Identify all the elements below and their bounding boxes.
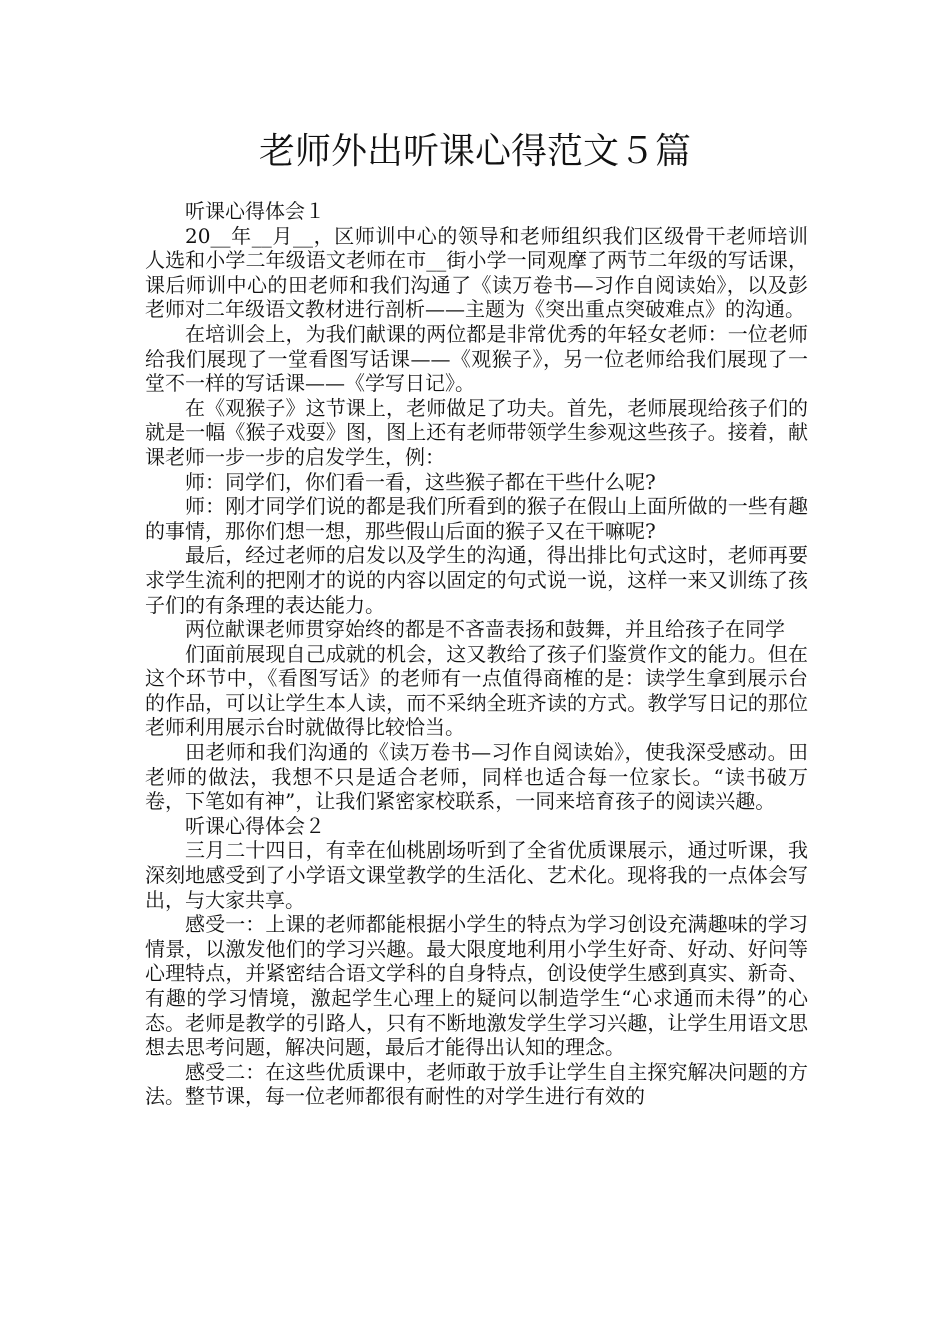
paragraph: 两位献课老师贯穿始终的都是不吝啬表扬和鼓舞，并且给孩子在同学 [185, 617, 785, 642]
paragraph: 田老师和我们沟通的《读万卷书—习作自阅读始》，使我深受感动。田老师的做法，我想不只是适合老师，同样也适合每一位家长。“读书破万卷，下笔如有神”，让我们紧密家校联系，一同来培育孩子的阅读兴趣。 [145, 740, 808, 814]
document-title: 老师外出听课心得范文５篇 [258, 131, 691, 172]
paragraph: 们面前展现自己成就的机会，这又教给了孩子们鉴赏作文的能力。但在这个环节中，《看图写话》的老师有一点值得商榷的是：读学生拿到展示台的作品，可以让学生本人读，而不采纳全班齐读的方式。教学写日记的那位老师利用展示台时就做得比较恰当。 [145, 641, 808, 740]
paragraph: 听课心得体会２ [185, 813, 325, 838]
paragraph: 最后，经过老师的启发以及学生的沟通，得出排比句式这时，老师再要求学生流利的把刚才的说的内容以固定的句式说一说，这样一来又训练了孩子们的有条理的表达能力。 [145, 543, 808, 617]
paragraph: 20__年__月__，区师训中心的领导和老师组织我们区级骨干老师培训人选和小学二年级语文老师在市__街小学一同观摩了两节二年级的写话课，课后师训中心的田老师和我们沟通了《读万卷书—习作自阅读始》，以及彭老师对二年级语文教材进行剖析——主题为《突出重点突破难点》的沟通。 [145, 223, 808, 322]
paragraph: 在培训会上，为我们献课的两位都是非常优秀的年轻女老师：一位老师给我们展现了一堂看图写话课——《观猴子》，另一位老师给我们展现了一堂不一样的写话课——《学写日记》。 [145, 321, 808, 396]
paragraph: 感受一：上课的老师都能根据小学生的特点为学习创设充满趣味的学习情景，以激发他们的学习兴趣。最大限度地利用小学生好奇、好动、好问等心理特点，并紧密结合语文学科的自身特点，创设使学生感到真实、新奇、有趣的学习情境，激起学生心理上的疑问以制造学生“心求通而未得”的心态。老师是教学的引路人，只有不断地激发学生学习兴趣，让学生用语文思想去思考问题，解决问题，最后才能得出认知的理念。 [145, 912, 808, 1060]
paragraph: 感受二：在这些优质课中，老师敢于放手让学生自主探究解决问题的方法。整节课，每一位老师都很有耐性的对学生进行有效的 [145, 1059, 808, 1109]
document-body [145, 199, 808, 1109]
paragraph: 师：刚才同学们说的都是我们所看到的猴子在假山上面所做的一些有趣的事情，那你们想一想，那些假山后面的猴子又在干嘛呢? [145, 494, 808, 543]
paragraph: 在《观猴子》这节课上，老师做足了功夫。首先，老师展现给孩子们的就是一幅《猴子戏耍》图，图上还有老师带领学生参观这些孩子。接着，献课老师一步一步的启发学生，例： [145, 395, 808, 469]
paragraph: 三月二十四日，有幸在仙桃剧场听到了全省优质课展示，通过听课，我深刻地感受到了小学语文课堂教学的生活化、艺术化。现将我的一点体会写出，与大家共享。 [145, 838, 808, 912]
paragraph: 听课心得体会１ [185, 199, 325, 223]
paragraph: 师：同学们，你们看一看，这些猴子都在干些什么呢? [185, 469, 656, 494]
